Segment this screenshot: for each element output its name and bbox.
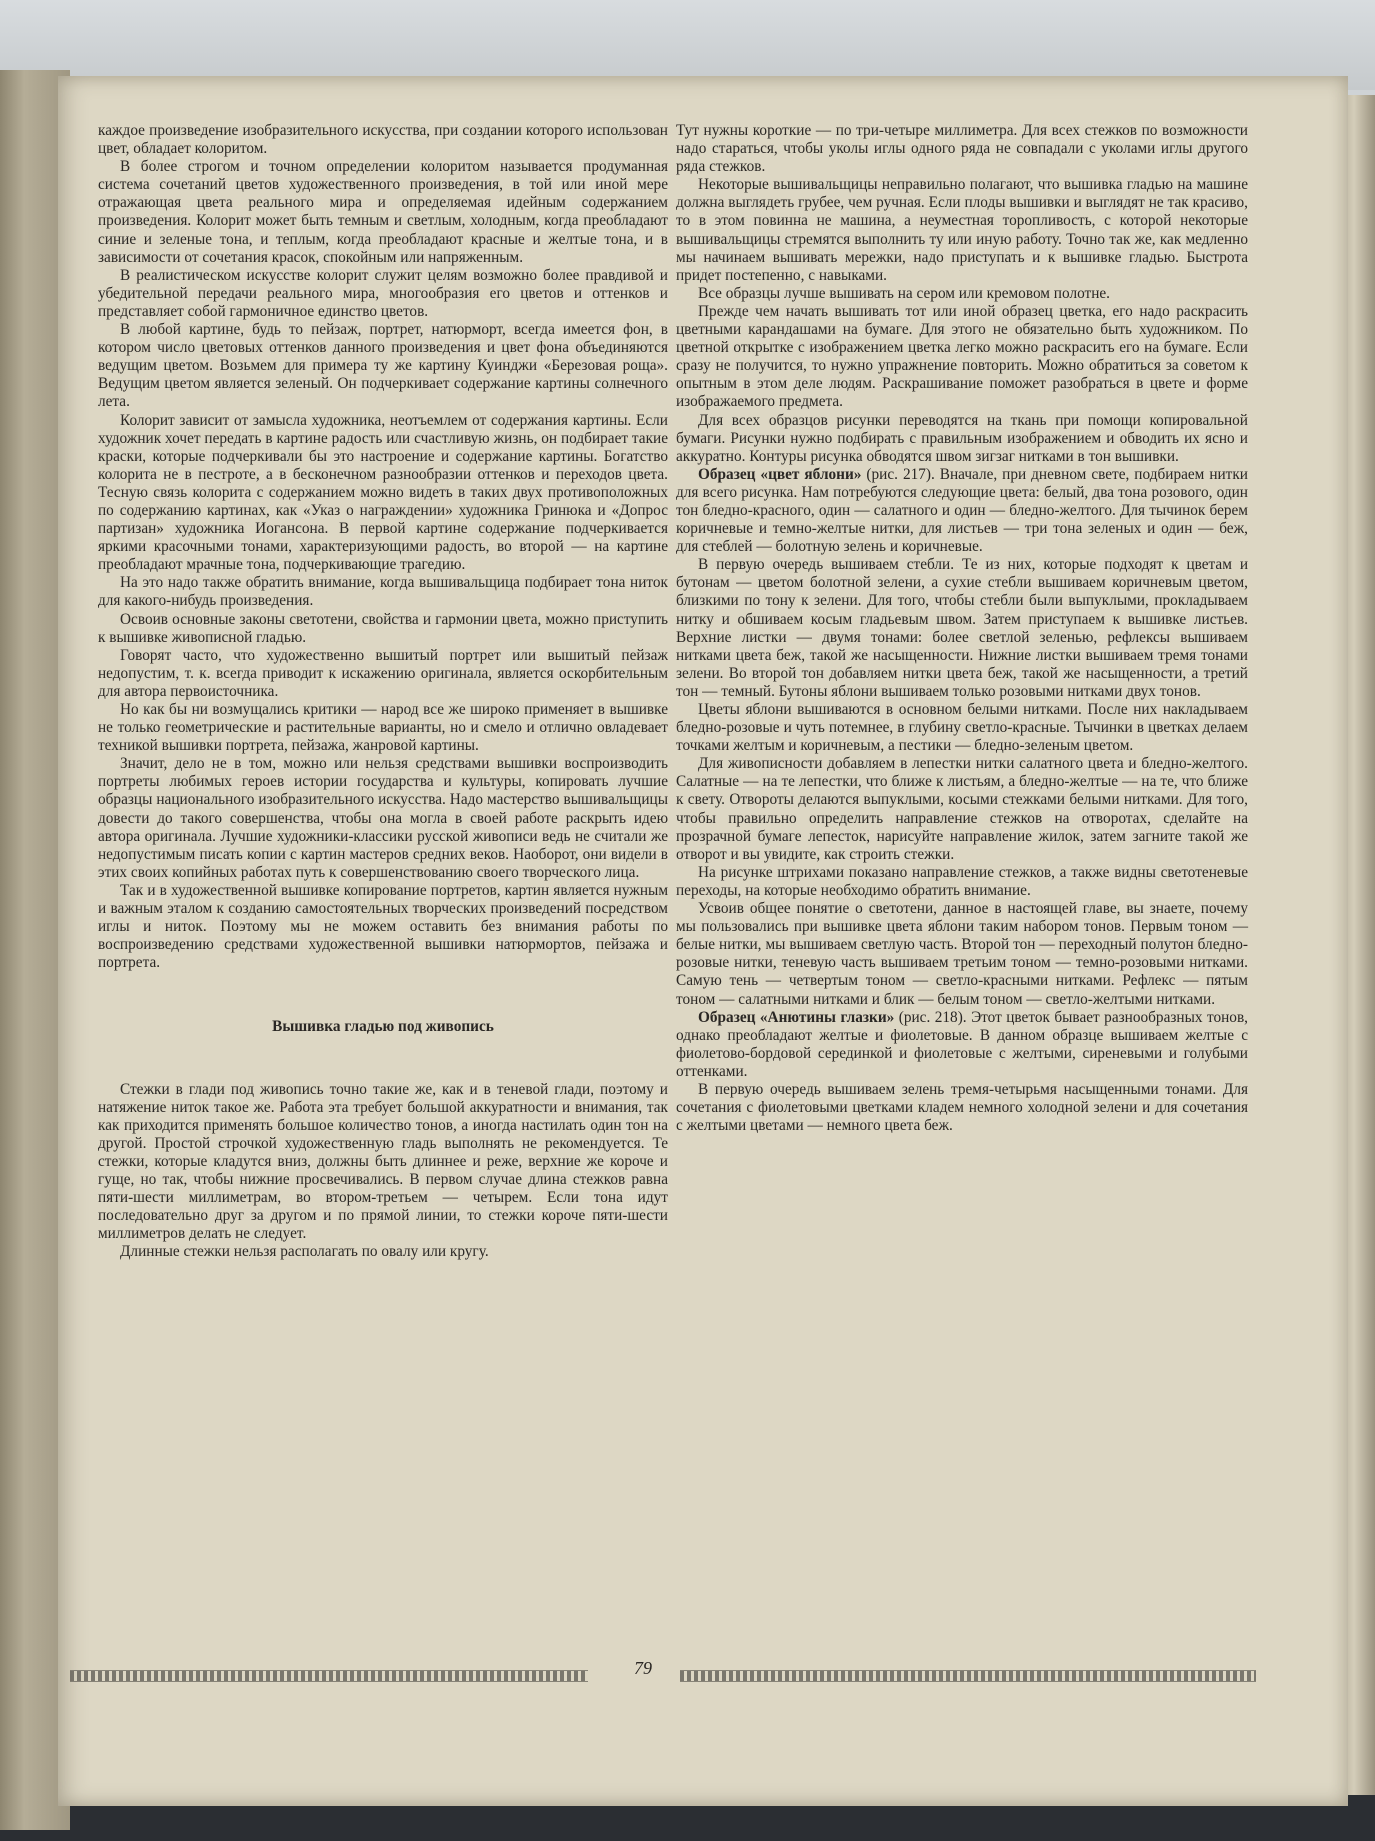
paragraph-text: В первую очередь вышиваем зелень тремя-четырьмя насыщенными тонами. Для сочетания с фиолетовыми цветками кладем немного холодной зелени и для сочетания с желтыми цветами — немного цвета беж. bbox=[676, 1080, 1248, 1135]
paragraph-text: На это надо также обратить внимание, когда вышивальщица подбирает тона ниток для какого-нибудь произведения. bbox=[98, 574, 668, 610]
paragraph bbox=[98, 321, 668, 411]
paragraph-text: Для всех образцов рисунки переводятся на ткань при помощи копировальной бумаги. Рисунки нужно подбирать с правильным изображением и обводить их ясно и аккуратно. Контуры рисунка обводятся швом зигзаг нитками в тон вышивки. bbox=[676, 411, 1248, 465]
paragraph-text: Стежки в глади под живопись точно такие же, как и в теневой глади, поэтому и натяжение ниток такое же. Работа эта требует большой аккуратности и внимания, так как приходится применять большое количество тонов, а иногда настилать один тон на другой. Простой строчкой художественную гладь выполнять не рекомендуется. Те стежки, которые кладутся вниз, должны быть длиннее и реже, верхние же короче и гуще, но так, чтобы нижние просвечивались. В первом случае длина стежков равна пяти-шести миллиметрам, во втором-третьем — четырем. Если тона идут последовательно друг за другом и по прямой линии, то стежки короче пяти-шести миллиметров делать не следует. bbox=[98, 1080, 668, 1243]
paragraph bbox=[98, 267, 668, 321]
paragraph-text: В реалистическом искусстве колорит служит целям возможно более правдивой и убедительной передачи реального мира, многообразия его цветов и оттенков и представляет собой гармоничное единство цветов. bbox=[98, 266, 668, 320]
paragraph bbox=[98, 755, 668, 882]
paragraph bbox=[676, 303, 1248, 412]
paragraph-text: Значит, дело не в том, можно или нельзя средствами вышивки воспроизводить портреты любимых героев истории государства и культуры, копировать лучшие образцы национального изобразительного искусства. Надо мастерство вышивальщицы довести до такого совершенства, чтобы она могла в своей работе раскрыть идею автора оригинала. Лучшие художники-классики русской живописи ведь не считали же недопустимым писать копии с картин мастеров средних веков. Наоборот, они видели в этих своих копийных работах путь к совершенствованию своего творческого лица. bbox=[98, 755, 668, 881]
paragraph bbox=[676, 1081, 1248, 1135]
paragraph-text: В первую очередь вышиваем стебли. Те из них, которые подходят к цветам и бутонам — цветом болотной зелени, а сухие стебли вышиваем коричневым цветом, близкими по тону к зелени. Для того, чтобы стебли были выпуклыми, прокладываем нитку и обшиваем косым гладьевым швом. Затем приступаем к вышивке листьев. Верхние листки — двумя тонами: более светлой зеленью, рефлексы вышиваем нитками цвета беж, такой же насыщенности. Нижние листки вышиваем тремя тонами зелени. Во второй тон добавляем нитки цвета беж, такой же насыщенности, а третий тон — темный. Бутоны яблони вышиваем только розовыми нитками двух тонов. bbox=[676, 556, 1248, 700]
paragraph-text: Колорит зависит от замысла художника, неотъемлем от содержания картины. Если художник хочет передать в картине радость или счастливую жизнь, он подбирает такие краски, которые подчеркивали бы это настроение и содержание картины. Богатство колорита не в пестроте, а в бесконечном разнообразии оттенков и переходов цвета. Тесную связь колорита с содержанием можно видеть в таких двух противоположных по содержанию картинах, как «Указ о награждении» художника Гринюка и «Допрос партизан» художника Иогансона. В первой картине содержание подчеркивается яркими красочными тонами, характеризующими радость, во второй — на картине преобладают мрачные тона, подчеркивающие трагедию. bbox=[98, 411, 668, 574]
paragraph-text: На рисунке штрихами показано направление стежков, а также видны светотеневые переходы, на которые необходимо обратить внимание. bbox=[676, 863, 1248, 899]
paragraph bbox=[98, 701, 668, 755]
paragraph bbox=[676, 1009, 1248, 1081]
paragraph-text: В любой картине, будь то пейзаж, портрет, натюрморт, всегда имеется фон, в котором число цветовых оттенков данного произведения и цвет фона объединяются ведущим цветом. Возьмем для примера ту же картину Куинджи «Березовая роща». Ведущим цветом является зеленый. Он подчеркивает содержание картины солнечного лета. bbox=[98, 321, 668, 411]
paragraph-text: Так и в художественной вышивке копирование портретов, картин является нужным и важным эталом к созданию самостоятельных творческих произведений посредством иглы и ниток. Поэтому мы не можем оставить без внимания работы по воспроизведению средствами художественной вышивки натюрмортов, пейзажа и портрета. bbox=[98, 881, 668, 972]
paragraph bbox=[676, 285, 1248, 303]
paragraph bbox=[676, 864, 1248, 900]
footer-ornament-left bbox=[70, 1670, 588, 1682]
right-column bbox=[676, 122, 1248, 1135]
paragraph-text: (рис. 217). Вначале, при дневном свете, подбираем нитки для всего рисунка. Нам потребуются следующие цвета: белый, два тона розового, один тон бледно-красного, один — салатного и один — бледно-желтого. Для тычинок берем коричневые и темно-желтые нитки, для листьев — три тона зеленых и один — беж, для стеблей — болотную зелень и коричневые. bbox=[676, 465, 1248, 556]
left-column bbox=[98, 122, 668, 1261]
left-column-text bbox=[98, 122, 668, 972]
section-heading: Вышивка гладью под живопись bbox=[272, 1018, 494, 1036]
paragraph bbox=[98, 574, 668, 610]
right-column-text bbox=[676, 122, 1248, 1135]
paragraph bbox=[676, 701, 1248, 755]
paragraph bbox=[676, 556, 1248, 701]
paragraph bbox=[98, 158, 668, 267]
footer-ornament-right bbox=[680, 1670, 1256, 1682]
paragraph-text: Говорят часто, что художественно вышитый портрет или вышитый пейзаж недопустим, т. к. всегда приводит к искажению оригинала, является оскорбительным для автора первоисточника. bbox=[98, 646, 668, 700]
paragraph-text: (рис. 218). Этот цветок бывает разнообразных тонов, однако преобладают желтые и фиолетовые. В данном образце вышиваем желтые с фиолетово-бордовой серединкой и фиолетовые с желтыми, сиреневыми и голубыми оттенками. bbox=[676, 1008, 1248, 1080]
paragraph-text: Для живописности добавляем в лепестки нитки салатного цвета и бледно-желтого. Салатные — на те лепестки, что ближе к листьям, а бледно-желтые — на те, что ближе к свету. Отвороты делаются выпуклыми, косыми стежками белыми нитками. Для того, чтобы правильно определить направление стежков на отворотах, сделайте на прозрачной бумаге лепесток, нарисуйте направление жилок, затем загните такой же отворот и вы увидите, как строить стежки. bbox=[676, 755, 1248, 863]
sample-title: Образец «Анютины глазки» bbox=[698, 1008, 895, 1026]
sample-title: Образец «цвет яблони» bbox=[698, 465, 862, 483]
paragraph bbox=[98, 1243, 668, 1261]
paragraph bbox=[676, 412, 1248, 466]
section-body bbox=[98, 1081, 668, 1262]
paragraph bbox=[98, 122, 668, 158]
paragraph-text: каждое произведение изобразительного искусства, при создании которого использован цвет, обладает колоритом. bbox=[98, 122, 668, 158]
paragraph bbox=[98, 611, 668, 647]
paragraph-text: В более строгом и точном определении колоритом называется продуманная система сочетаний цветов художественного произведения, в той или иной мере отражающая цвета реального мира и определяемая идейным содержанием произведения. Колорит может быть темным и светлым, холодным, когда преобладают синие и зеленые тона, и теплым, когда преобладают красные и желтые тона, и в зависимости от сочетания красок, спокойным или напряженным. bbox=[98, 158, 668, 266]
paragraph-text: Усвоив общее понятие о светотени, данное в настоящей главе, вы знаете, почему мы пользовались при вышивке цвета яблони таким набором тонов. Первым тоном — белые нитки, мы вышиваем светлую часть. Второй тон — переходный полутон бледно-розовые нитки, теневую часть вышиваем третьим тоном — темно-розовыми нитками. Самую тень — четвертым тоном — светло-красными нитками. Рефлекс — пятым тоном — салатными нитками и блик — белым тоном — светло-желтыми нитками. bbox=[676, 900, 1248, 1008]
paragraph-text: Освоив основные законы светотени, свойства и гармонии цвета, можно приступить к вышивке живописной гладью. bbox=[98, 610, 668, 646]
paragraph-text: Некоторые вышивальщицы неправильно полагают, что вышивка гладью на машине должна выглядеть грубее, чем ручная. Если плоды вышивки и выглядят не так красиво, то в этом повинна не машина, а неуместная торопливость, с которой некоторые вышивальщицы стремятся выполнить ту или иную работу. Точно так же, как медленно мы начинаем вышивать мережки, надо приступать и к вышивке гладью. Быстрота придет постепенно, с навыками. bbox=[676, 176, 1248, 284]
paragraph bbox=[98, 647, 668, 701]
paragraph bbox=[676, 176, 1248, 285]
paragraph bbox=[98, 882, 668, 972]
book-page bbox=[58, 76, 1348, 1806]
paragraph bbox=[676, 122, 1248, 176]
paragraph-text: Прежде чем начать вышивать тот или иной образец цветка, его надо раскрасить цветными карандашами на бумаге. Для этого не обязательно быть художником. По цветной открытке с изображением цветка легко можно раскрасить его на бумаге. Если сразу не получится, то нужно упражнение повторить. Можно обратиться за советом к опытным в этом деле людям. Раскрашивание поможет разобраться в цвете и форме изображаемого предмета. bbox=[676, 302, 1248, 411]
paragraph-text: Цветы яблони вышиваются в основном белыми нитками. После них накладываем бледно-розовые и чуть потемнее, в глубину светло-красные. Тычинки в цветках делаем точками желтым и коричневым, а пестики — бледно-зеленым цветом. bbox=[676, 701, 1248, 755]
paragraph-text: Все образцы лучше вышивать на сером или кремовом полотне. bbox=[698, 284, 1111, 302]
paragraph-text: Тут нужны короткие — по три-четыре миллиметра. Для всех стежков по возможности надо стараться, чтобы уколы иглы одного ряда не совпадали с уколами иглы другого ряда стежков. bbox=[676, 122, 1248, 176]
paragraph-text: Длинные стежки нельзя располагать по овалу или кругу. bbox=[120, 1243, 489, 1261]
page-number: 79 bbox=[634, 1658, 652, 1678]
paragraph bbox=[676, 755, 1248, 864]
paragraph-text: Но как бы ни возмущались критики — народ все же широко применяет в вышивке не только геометрические и растительные варианты, но и смело и отлично овладевает техникой вышивки портрета, пейзажа, жанровой картины. bbox=[98, 701, 668, 755]
paragraph bbox=[98, 1081, 668, 1244]
paragraph bbox=[98, 412, 668, 575]
paragraph bbox=[676, 466, 1248, 556]
paragraph bbox=[676, 900, 1248, 1009]
